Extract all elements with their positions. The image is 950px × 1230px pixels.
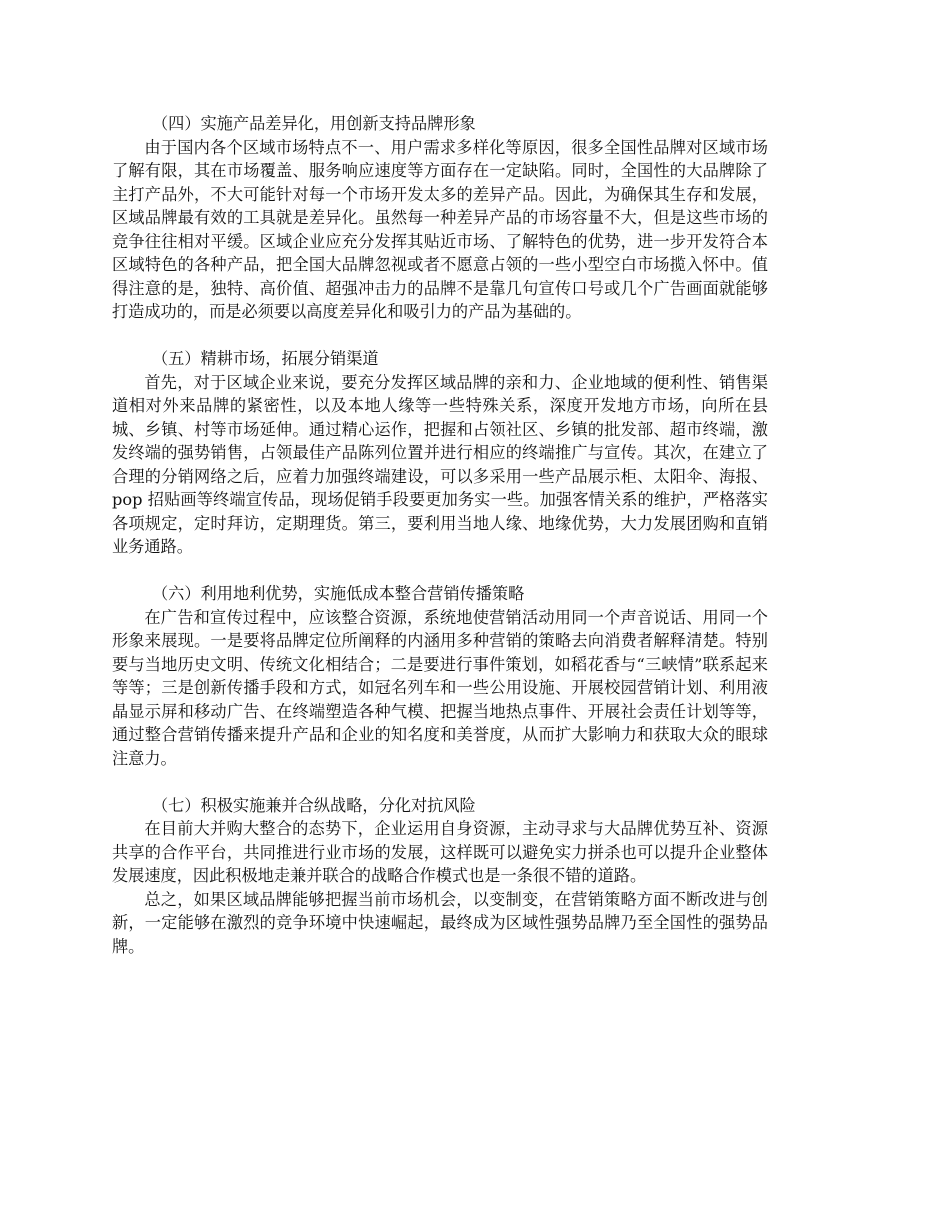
section-merger-strategy bbox=[112, 794, 768, 959]
section-product-differentiation bbox=[112, 112, 768, 324]
section-heading: （五）精耕市场，拓展分销渠道 bbox=[152, 349, 379, 368]
section-heading: （六）利用地利优势，实施低成本整合营销传播策略 bbox=[152, 584, 525, 603]
section-heading: （四）实施产品差异化，用创新支持品牌形象 bbox=[152, 114, 476, 133]
section-integrated-marketing bbox=[112, 582, 768, 770]
body-paragraph: 由于国内各个区域市场特点不一、用户需求多样化等原因，很多全国性品牌对区域市场了解有限，其在市场覆盖、服务响应速度等方面存在一定缺陷。同时，全国性的大品牌除了主打产品外，不大可能针对每一个市场开发太多的差异产品。因此，为确保其生存和发展，区域品牌最有效的工具就是差异化。虽然每一种差异产品的市场容量不大，但是这些市场的竞争往往相对平缓。区域企业应充分发挥其贴近市场、了解特色的优势，进一步开发符合本区域特色的各种产品，把全国大品牌忽视或者不愿意占领的一些小型空白市场揽入怀中。值得注意的是，独特、高价值、超强冲击力的品牌不是靠几句宣传口号或几个广告画面就能够打造成功的，而是必须要以高度差异化和吸引力的产品为基础的。 bbox=[112, 137, 768, 321]
body-paragraph: 在广告和宣传过程中，应该整合资源，系统地使营销活动用同一个声音说话、用同一个形象来展现。一是要将品牌定位所阐释的内涵用多种营销的策略去向消费者解释清楚。特别要与当地历史文明、传统文化相结合；二是要进行事件策划，如稻花香与“三峡情”联系起来等等；三是创新传播手段和方式，如冠名列车和一些公用设施、开展校园营销计划、利用液晶显示屏和移动广告、在终端塑造各种气模、把握当地热点事件、开展社会责任计划等等，通过整合营销传播来提升产品和企业的知名度和美誉度，从而扩大影响力和获取大众的眼球注意力。 bbox=[112, 607, 768, 768]
conclusion-paragraph: 总之，如果区域品牌能够把握当前市场机会，以变制变，在营销策略方面不断改进与创新，一定能够在激烈的竞争环境中快速崛起，最终成为区域性强势品牌乃至全国性的强势品牌。 bbox=[112, 889, 768, 956]
section-distribution-channels bbox=[112, 347, 768, 559]
body-paragraph: 在目前大并购大整合的态势下，企业运用自身资源，主动寻求与大品牌优势互补、资源共享的合作平台，共同推进行业市场的发展，这样既可以避免实力拼杀也可以提升企业整体发展速度，因此积极地走兼并联合的战略合作模式也是一条很不错的道路。 bbox=[112, 819, 768, 885]
section-heading: （七）积极实施兼并合纵战略，分化对抗风险 bbox=[152, 795, 476, 815]
body-paragraph: 首先，对于区域企业来说，要充分发挥区域品牌的亲和力、企业地域的便利性、销售渠道相对外来品牌的紧密性，以及本地人缘等一些特殊关系，深度开发地方市场，向所在县城、乡镇、村等市场延伸。通过精心运作，把握和占领社区、乡镇的批发部、超市终端，激发终端的强势销售，占领最佳产品陈列位置并进行相应的终端推广与宣传。其次，在建立了合理的分销网络之后，应着力加强终端建设，可以多采用一些产品展示柜、太阳伞、海报、pop 招贴画等终端宣传品，现场促销手段要更加务实一些。加强客情关系的维护，严格落实各项规定，定时拜访，定期理货。第三，要利用当地人缘、地缘优势，大力发展团购和直销业务通路。 bbox=[112, 372, 768, 556]
document-page bbox=[112, 112, 768, 982]
